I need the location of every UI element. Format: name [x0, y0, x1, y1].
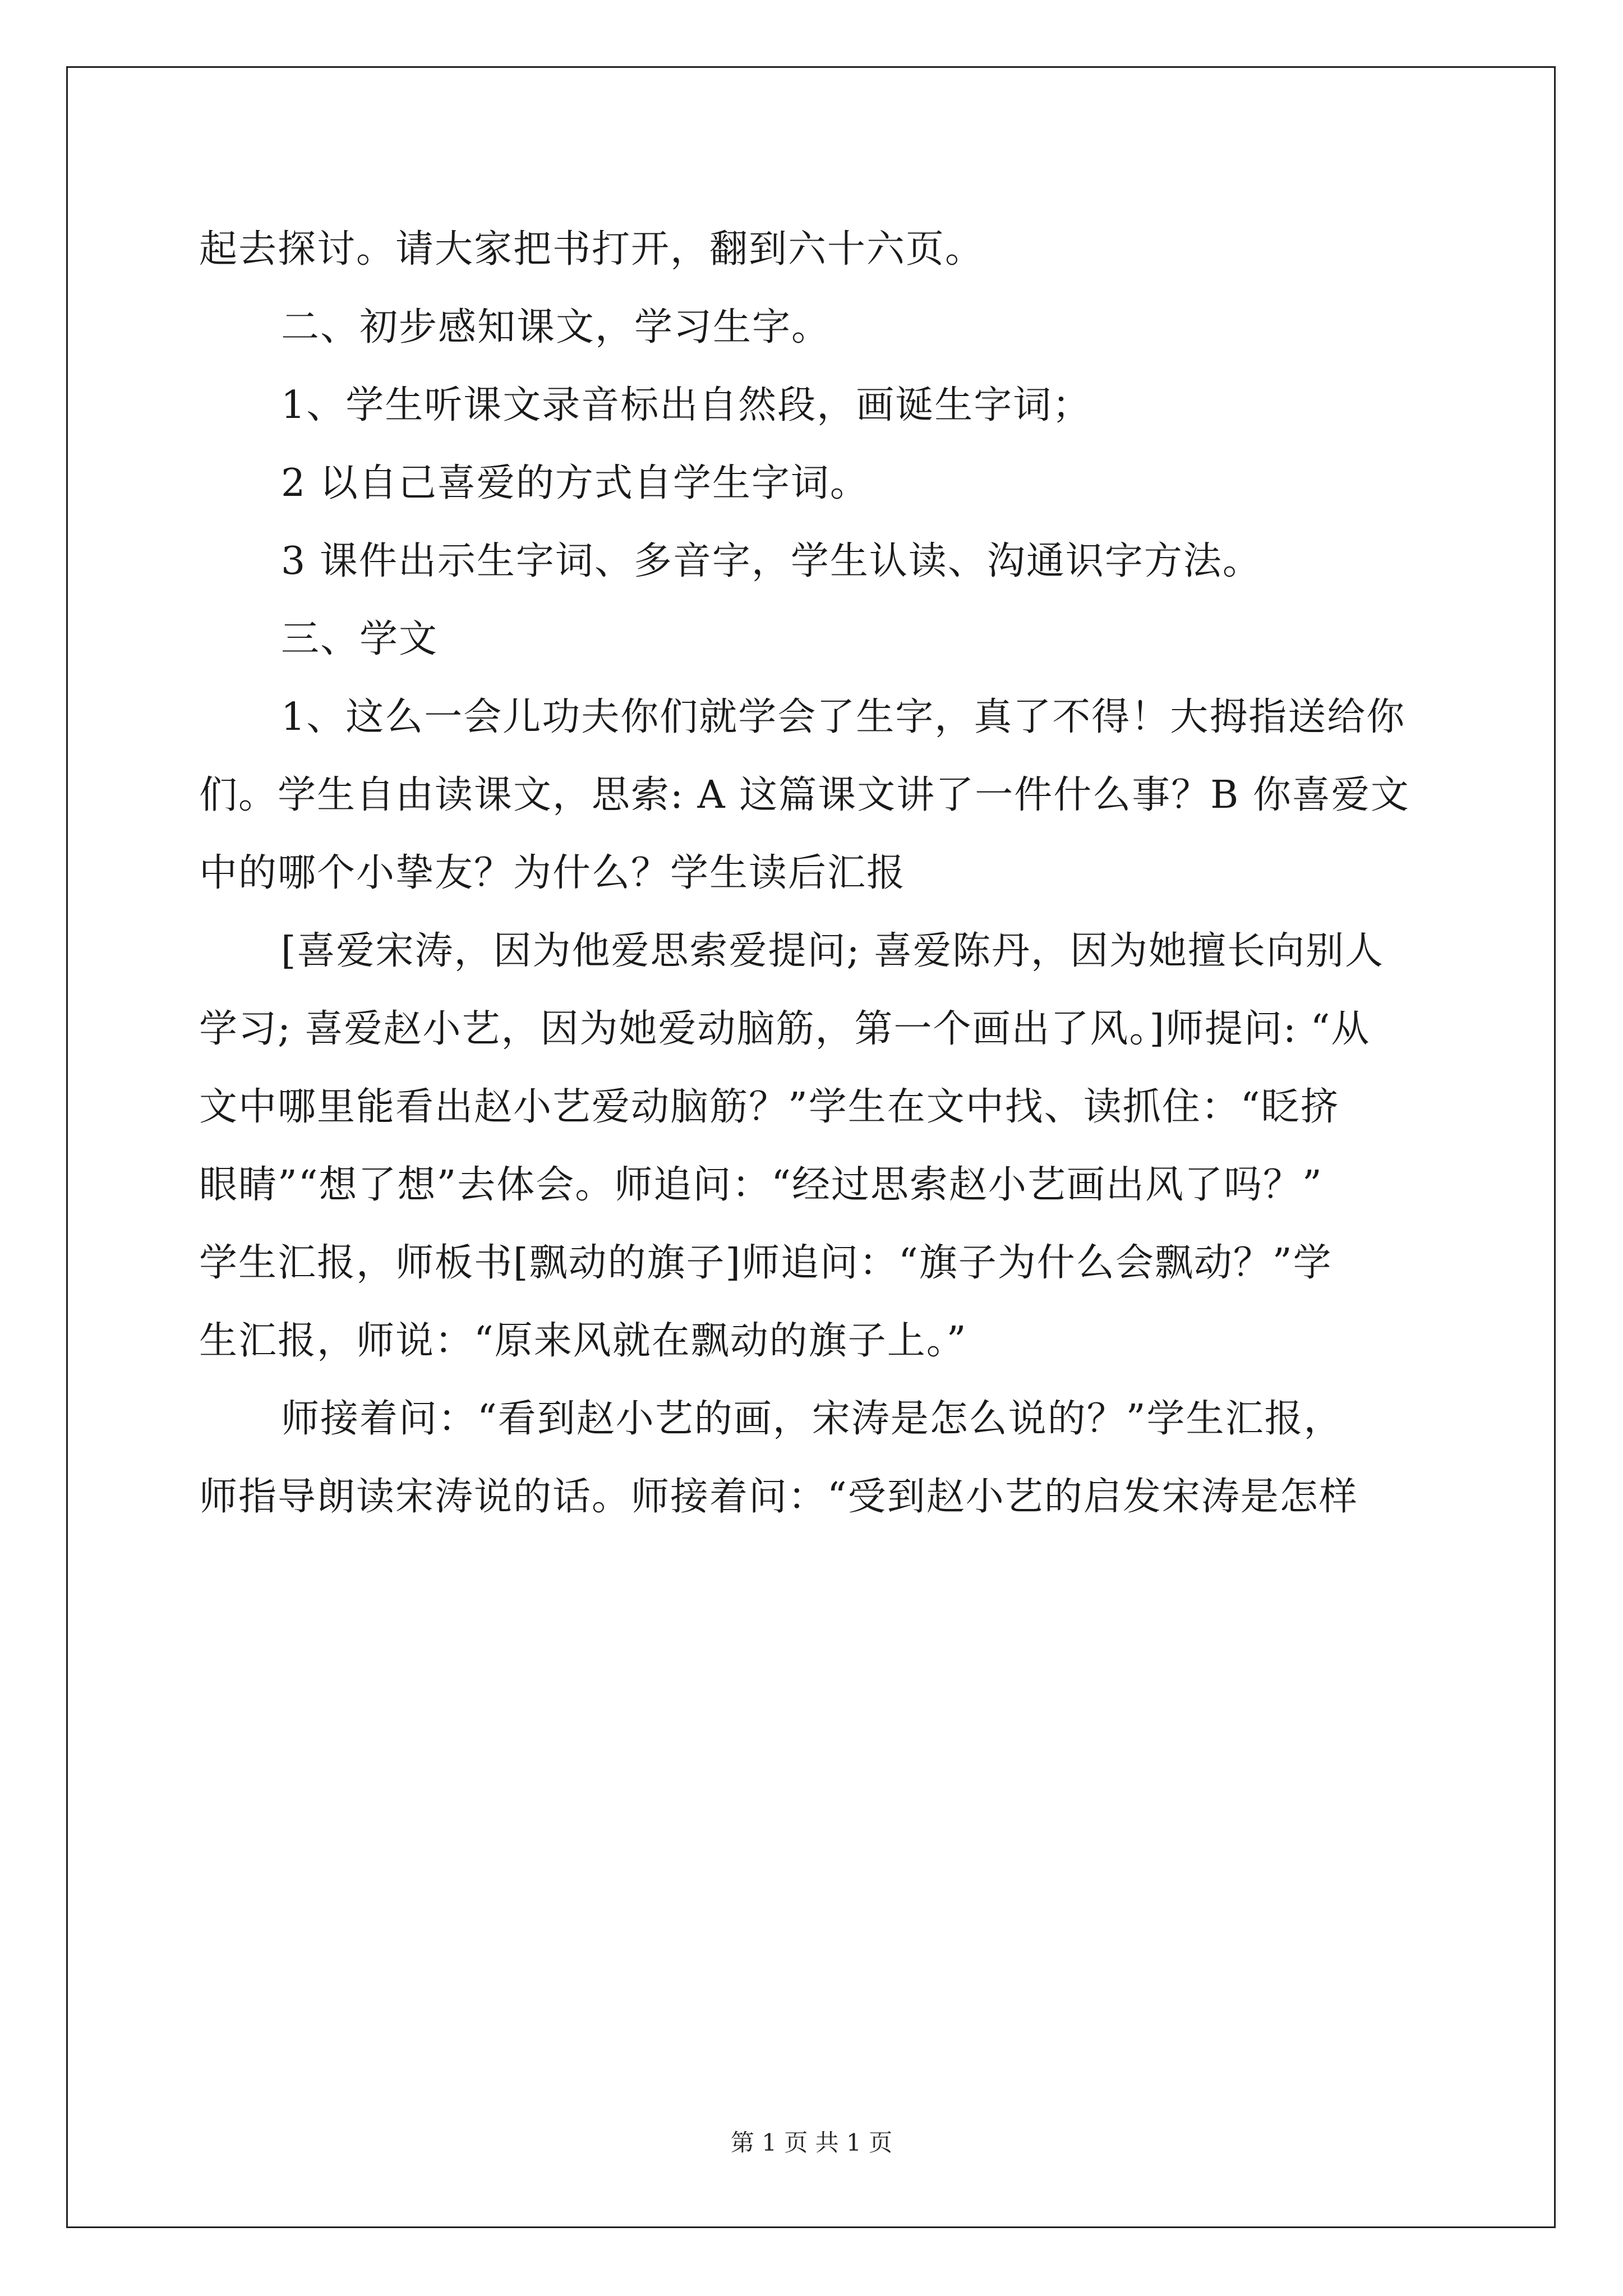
paragraph-line: 起去探讨。请大家把书打开，翻到六十六页。 — [199, 227, 985, 272]
paragraph-line: 眼睛”“想了想”去体会。师追问：“经过思索赵小艺画出风了吗？” — [199, 1163, 1323, 1207]
page-footer: 第 1 页 共 1 页 — [730, 2129, 893, 2156]
paragraph-line: 学生汇报，师板书[飘动的旗子]师追问：“旗子为什么会飘动？”学 — [199, 1241, 1332, 1285]
paragraph-line: 2 以自己喜爱的方式自学生字词。 — [281, 461, 869, 505]
paragraph-line: 们。学生自由读课文，思索: A 这篇课文讲了一件什么事？B 你喜爱文 — [199, 773, 1410, 817]
paragraph-line: 1、这么一会儿功夫你们就学会了生字，真了不得！大拇指送给你 — [281, 695, 1406, 739]
paragraph-line: 中的哪个小挚友？为什么？学生读后汇报 — [199, 851, 906, 895]
paragraph-line: 师接着问：“看到赵小艺的画，宋涛是怎么说的？”学生汇报， — [281, 1397, 1343, 1441]
document-body — [199, 210, 1433, 1536]
paragraph-line: 3 课件出示生字词、多音字，学生认读、沟通识字方法。 — [281, 539, 1262, 583]
paragraph-line: 生汇报，师说：“原来风就在飘动的旗子上。” — [199, 1319, 967, 1363]
paragraph-line: 二、初步感知课文，学习生字。 — [281, 305, 831, 349]
section-heading: 三、学文 — [281, 617, 439, 661]
paragraph-line: [喜爱宋涛，因为他爱思索爱提问; 喜爱陈丹，因为她擅长向别人 — [281, 929, 1385, 973]
paragraph-line: 文中哪里能看出赵小艺爱动脑筋？”学生在文中找、读抓住：“眨挤 — [199, 1085, 1340, 1129]
paragraph-line: 1、学生听课文录音标出自然段，画诞生字词； — [281, 383, 1092, 427]
paragraph-line: 学习; 喜爱赵小艺，因为她爱动脑筋，第一个画出了风。]师提问: “从 — [199, 1007, 1371, 1051]
paragraph-line: 师指导朗读宋涛说的话。师接着问：“受到赵小艺的启发宋涛是怎样 — [199, 1475, 1358, 1519]
